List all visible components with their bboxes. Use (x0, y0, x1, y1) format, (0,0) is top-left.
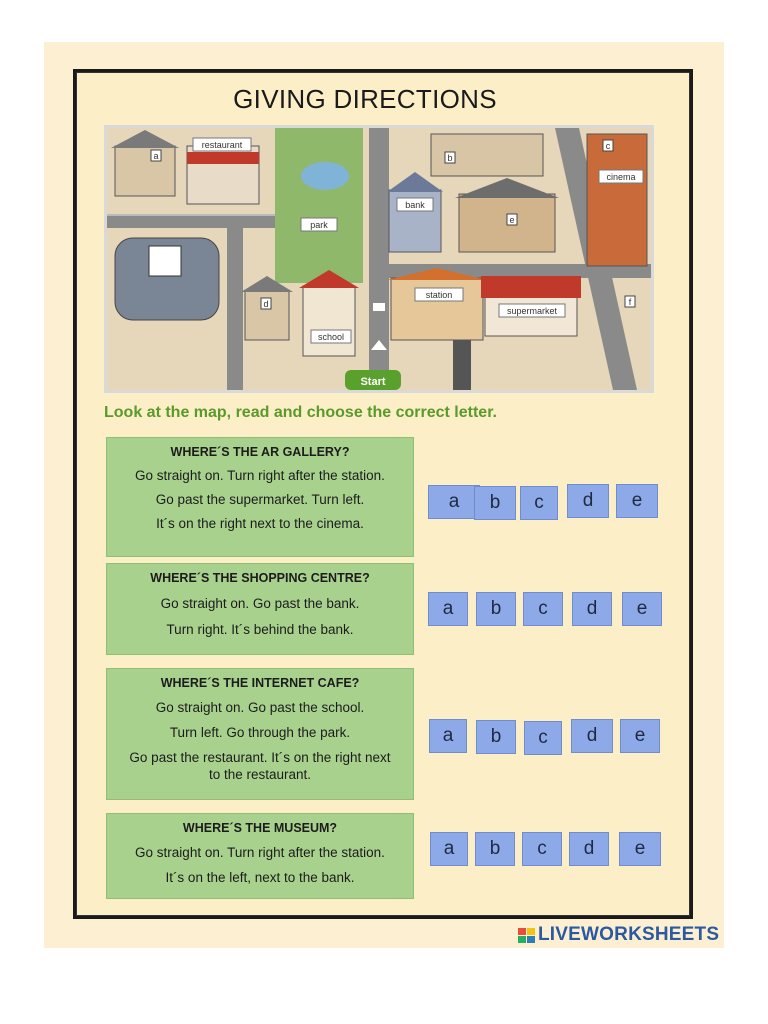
answer-option-a[interactable]: a (428, 592, 468, 626)
instruction-text: Look at the map, read and choose the correct letter. (104, 404, 497, 421)
answer-option-b[interactable]: b (476, 592, 516, 626)
answer-option-d[interactable]: d (567, 484, 609, 518)
map-label-park: park (310, 220, 328, 230)
question-heading: WHERE´S THE SHOPPING CENTRE? (150, 571, 370, 585)
answer-option-c[interactable]: c (520, 486, 558, 520)
answer-option-e[interactable]: e (616, 484, 658, 518)
map-letter-f: f (628, 297, 632, 307)
page-title: GIVING DIRECTIONS (233, 84, 497, 114)
question-heading: WHERE´S THE MUSEUM? (182, 821, 338, 835)
answer-option-e[interactable]: e (622, 592, 662, 626)
answer-option-b[interactable]: b (476, 720, 516, 754)
map-letter-c: c (605, 141, 611, 151)
question-line: Turn right. It´s behind the bank. (166, 622, 354, 637)
question-line: It´s on the right next to the cinema. (156, 516, 364, 531)
answer-option-a[interactable]: a (429, 719, 467, 753)
question-line: It´s on the left, next to the bank. (165, 870, 355, 885)
map-letter-a: a (153, 151, 159, 161)
answer-option-c[interactable]: c (523, 592, 563, 626)
question-box-shopping-centre (106, 563, 414, 655)
question-line: Go past the supermarket. Turn left. (155, 492, 365, 507)
liveworksheets-brand: LIVEWORKSHEETS (538, 924, 720, 945)
question-line: Go straight on. Go past the bank. (160, 596, 360, 611)
question-line: Go straight on. Turn right after the station. (135, 468, 385, 483)
map-letter-d: d (263, 299, 269, 309)
answer-option-e[interactable]: e (619, 832, 661, 866)
answer-option-c[interactable]: c (522, 832, 562, 866)
question-box-museum (106, 813, 414, 899)
question-line: Go past the restaurant. It´s on the right next (129, 750, 391, 765)
question-line: to the restaurant. (208, 767, 312, 782)
map-label-supermarket: supermarket (506, 306, 558, 316)
question-heading: WHERE´S THE AR GALLERY? (170, 445, 350, 459)
question-line: Go straight on. Go past the school. (155, 700, 365, 715)
question-line: Go straight on. Turn right after the station. (135, 845, 385, 860)
answer-option-d[interactable]: d (569, 832, 609, 866)
question-heading: WHERE´S THE INTERNET CAFE? (160, 676, 360, 690)
map-label-station: station (425, 290, 453, 300)
answer-option-a[interactable]: a (430, 832, 468, 866)
answer-option-d[interactable]: d (571, 719, 613, 753)
answer-option-c[interactable]: c (524, 721, 562, 755)
answer-option-d[interactable]: d (572, 592, 612, 626)
map-label-start: Start (360, 376, 386, 388)
map-label-school: school (317, 332, 345, 342)
answer-option-b[interactable]: b (475, 832, 515, 866)
answer-option-e[interactable]: e (620, 719, 660, 753)
liveworksheets-logo-icon (518, 928, 536, 944)
map-label-bank: bank (405, 200, 425, 210)
map-label-cinema: cinema (606, 172, 636, 182)
answer-option-b[interactable]: b (474, 486, 516, 520)
map-letter-e: e (509, 215, 515, 225)
map-letter-b: b (447, 153, 453, 163)
question-box-art-gallery (106, 437, 414, 557)
map-label-restaurant: restaurant (201, 140, 243, 150)
question-box-internet-cafe (106, 668, 414, 800)
answer-option-a[interactable]: a (428, 485, 480, 519)
town-map (104, 125, 654, 393)
question-line: Turn left. Go through the park. (169, 725, 351, 740)
